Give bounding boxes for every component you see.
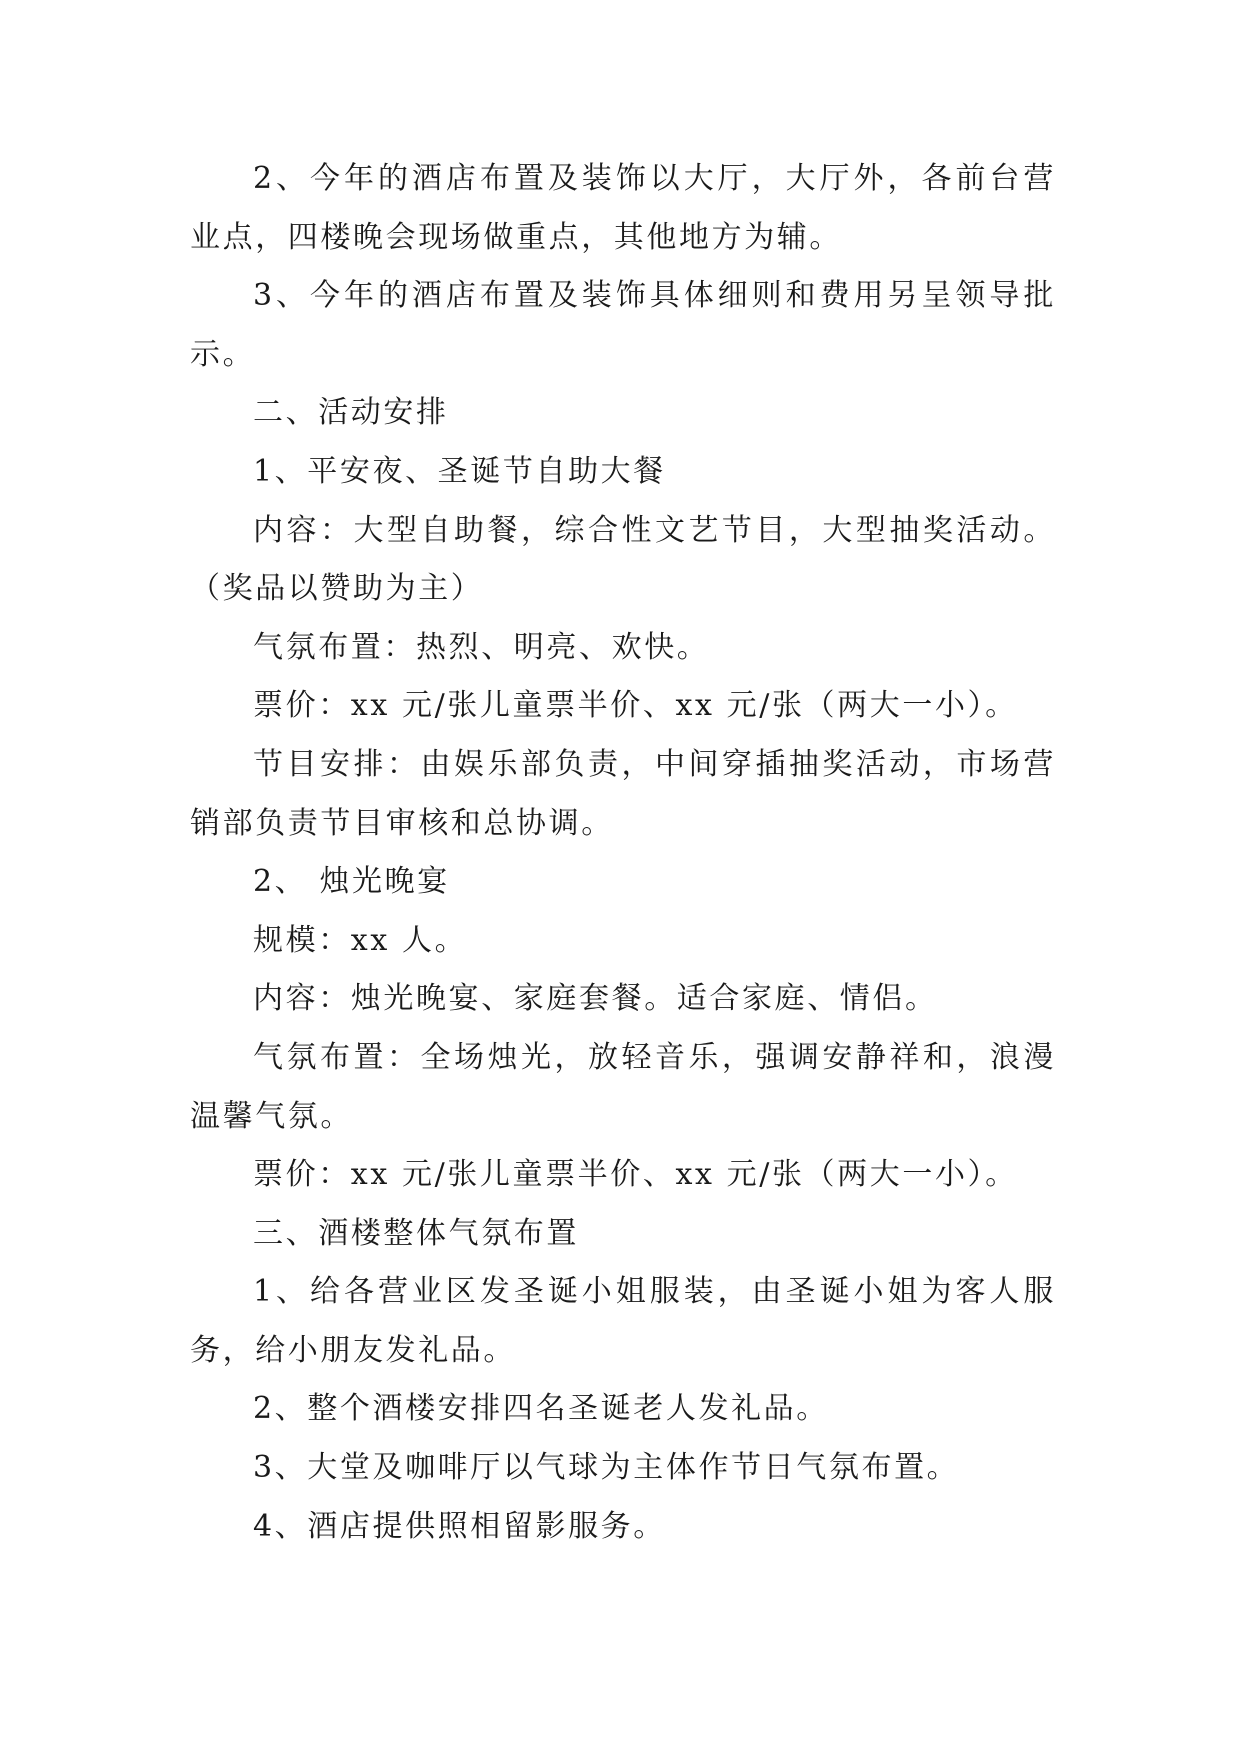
section-heading-overall-atmosphere: 三、酒楼整体气氛布置	[253, 1215, 579, 1251]
document-page	[190, 150, 1056, 1556]
paragraph-decoration-focus: 2、今年的酒店布置及装饰以大厅，大厅外，各前台营业点，四楼晚会现场做重点，其他地方为辅。	[190, 161, 1056, 255]
paragraph-dinner-content: 内容：烛光晚宴、家庭套餐。适合家庭、情侣。	[253, 981, 938, 1017]
paragraph-decoration-budget: 3、今年的酒店布置及装饰具体细则和费用另呈领导批示。	[190, 278, 1056, 372]
section-heading-activities: 二、活动安排	[253, 395, 449, 431]
subheading-buffet: 1、平安夜、圣诞节自助大餐	[253, 453, 666, 489]
paragraph-dinner-scale: 规模：xx 人。	[253, 922, 468, 958]
paragraph-buffet-price: 票价：xx 元/张儿童票半价、xx 元/张（两大一小）。	[253, 688, 1018, 724]
subheading-candlelight-dinner: 2、 烛光晚宴	[253, 864, 450, 900]
paragraph-atmosphere-item-2: 2、整个酒楼安排四名圣诞老人发礼品。	[253, 1391, 829, 1427]
paragraph-dinner-atmosphere: 气氛布置：全场烛光，放轻音乐，强调安静祥和，浪漫温馨气氛。	[190, 1039, 1056, 1134]
paragraph-buffet-content: 内容：大型自助餐，综合性文艺节目，大型抽奖活动。（奖品以赞助为主）	[190, 512, 1056, 607]
paragraph-atmosphere-item-3: 3、大堂及咖啡厅以气球为主体作节日气氛布置。	[253, 1450, 960, 1486]
paragraph-buffet-program: 节目安排：由娱乐部负责，中间穿插抽奖活动，市场营销部负责节目审核和总协调。	[190, 746, 1056, 841]
paragraph-buffet-atmosphere: 气氛布置：热烈、明亮、欢快。	[253, 629, 710, 665]
paragraph-atmosphere-item-4: 4、酒店提供照相留影服务。	[253, 1508, 666, 1544]
paragraph-dinner-price: 票价：xx 元/张儿童票半价、xx 元/张（两大一小）。	[253, 1157, 1018, 1193]
paragraph-atmosphere-item-1: 1、给各营业区发圣诞小姐服装，由圣诞小姐为客人服务，给小朋友发礼品。	[190, 1274, 1056, 1368]
